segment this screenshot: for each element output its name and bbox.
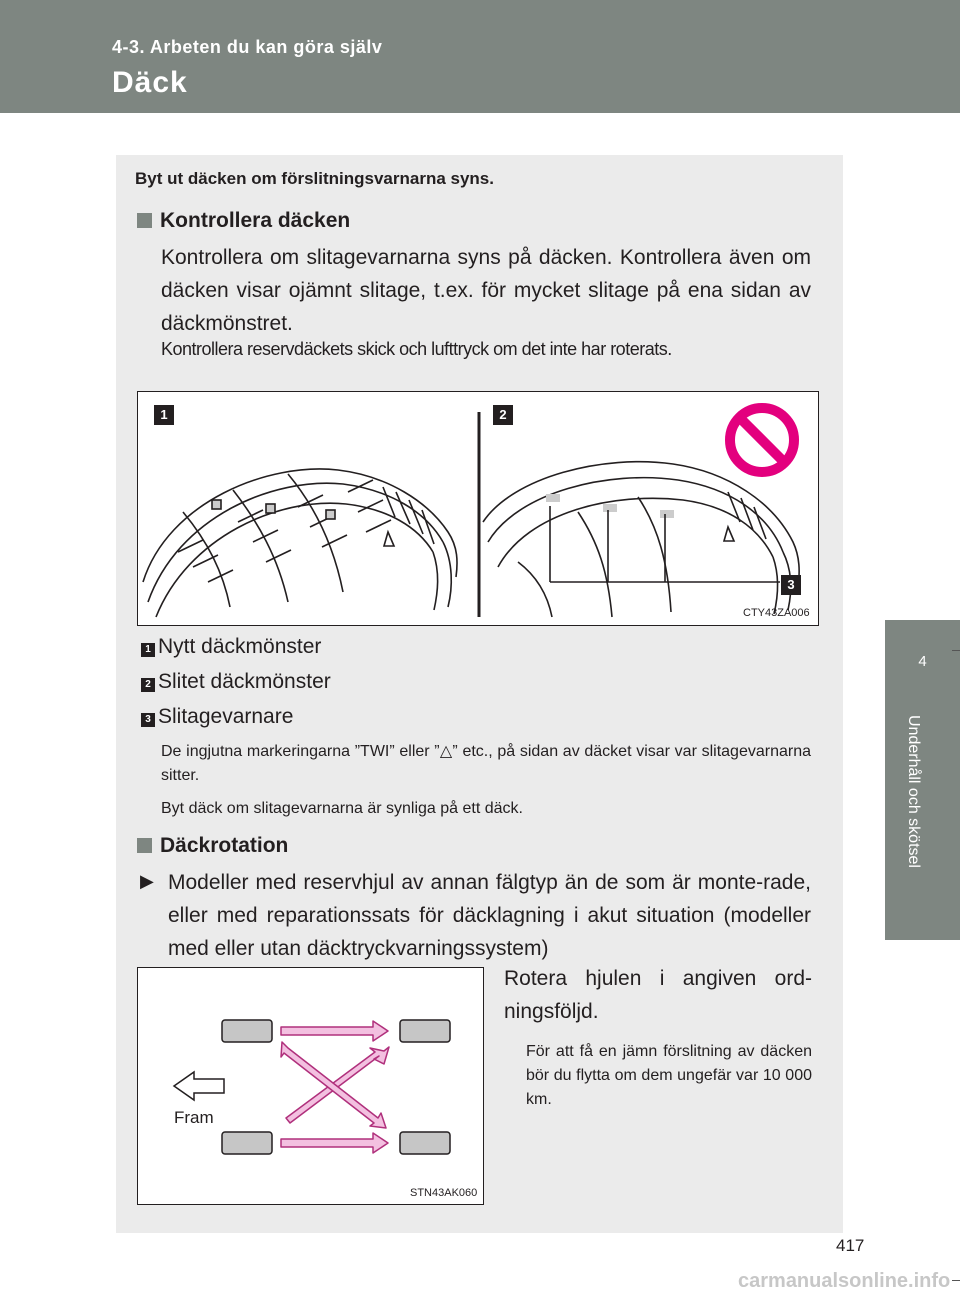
prohibition-icon [730,408,794,472]
legend-badge: 2 [141,678,155,692]
rotation-tip: För att få en jämn förslitning av däcken bör du flytta om dem ungefär var 10 000 km. [526,1043,812,1108]
crop-mark [952,1280,960,1281]
legend-item-indicator: 3 Slitagevarnare [141,705,293,729]
chapter-tab [885,620,960,940]
page-number: 417 [836,1236,865,1255]
square-bullet-icon [137,213,152,228]
legend-badge: 3 [141,713,155,727]
header-band [0,0,960,113]
rotation-arrows [138,968,483,1204]
intro-text: Byt ut däcken om förslitningsvarnarna syns. [135,169,494,188]
rotate-instruction: Rotera hjulen i angiven ord-ningsföljd. [504,967,812,1023]
triangle-bullet-icon: ▶ [140,871,154,891]
worn-tire-drawing [483,462,799,617]
crop-mark [952,650,960,651]
twi-note: De ingjutna markeringarna ”TWI” eller ”△” etc., på sidan av däcket visar var slitagevarnarna sitter. [161,743,811,784]
figure-badge-2: 2 [493,405,513,425]
legend-badge: 1 [141,643,155,657]
replace-note: Byt däck om slitagevarnarna är synliga på ett däck. [161,800,523,817]
check-paragraph: Kontrollera om slitagevarnarna syns på däcken. Kontrollera även om däcken visar ojämnt slitage, t.ex. för mycket slitage på ena sidan av däckmönstret. [161,246,811,335]
rotation-diagram [137,967,484,1205]
section-heading-check: Kontrollera däcken [137,209,350,233]
page-title: Däck [112,66,188,99]
chapter-number: 4 [918,653,927,670]
figure-badge-1: 1 [154,405,174,425]
tire-illustration [138,392,818,625]
spare-tire-note: Kontrollera reservdäckets skick och lufttryck om det inte har roterats. [161,339,672,359]
section-heading-rotation: Däckrotation [137,834,288,858]
watermark: carmanualsonline.info [738,1270,951,1292]
section-title: 4-3. Arbeten du kan göra själv [112,37,383,57]
new-tire-drawing [143,469,457,617]
tire-wear-figure [137,391,819,626]
figure-code: CTY43ZA006 [743,607,810,619]
figure-badge-3: 3 [781,575,801,595]
rotation-models-text: Modeller med reservhjul av annan fälgtyp än de som är monte-rade, eller med reparationssats för däcklagning i akut situation (modeller med eller utan däcktryckvarningssystem) [168,871,811,960]
front-label: Fram [174,1108,214,1127]
figure-code: STN43AK060 [410,1187,478,1199]
chapter-label: Underhåll och skötsel [905,715,922,868]
legend-item-new: 1 Nytt däckmönster [141,635,321,659]
square-bullet-icon [137,838,152,853]
legend-item-worn: 2 Slitet däckmönster [141,670,331,694]
